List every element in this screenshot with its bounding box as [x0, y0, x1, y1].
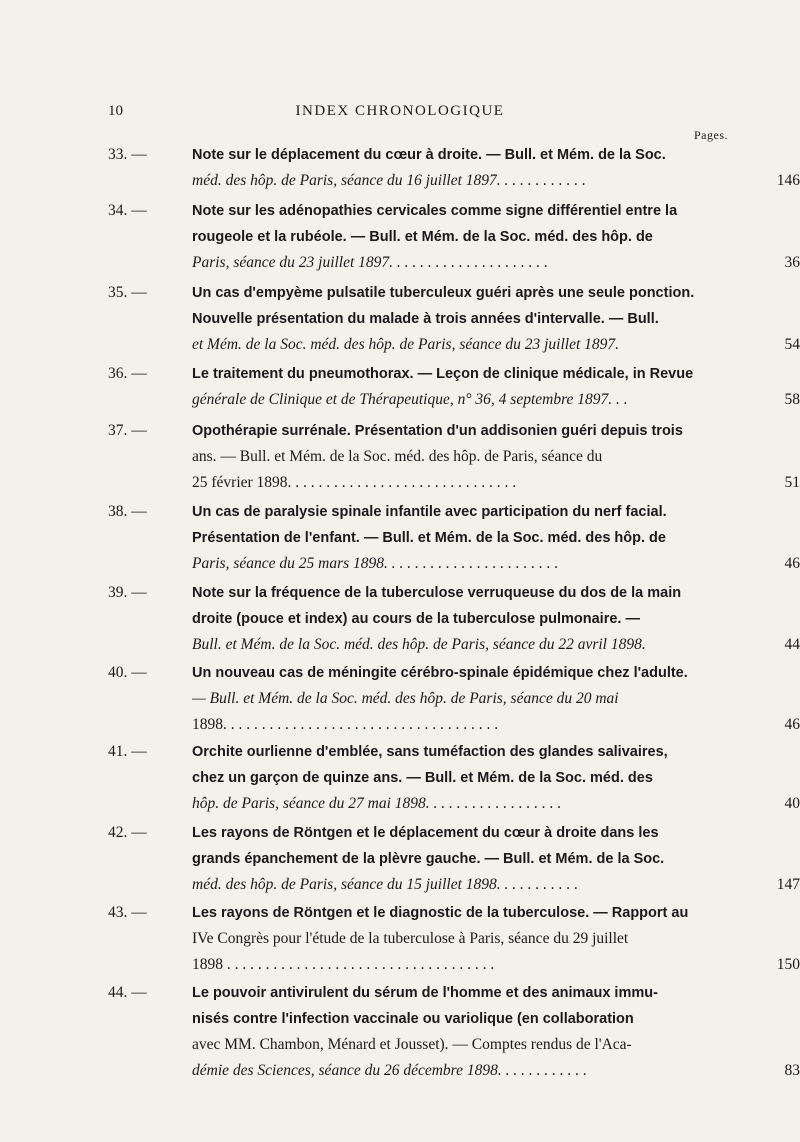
entry-body [192, 361, 800, 413]
pages-column-label: Pages. [694, 128, 728, 142]
page-header [0, 103, 800, 127]
entry-line: avec MM. Chambon, Ménard et Jousset). — Comptes rendus de l'Aca- [192, 1036, 632, 1053]
index-entry [108, 418, 800, 496]
entry-page-ref: 147 [776, 876, 800, 893]
entry-body [192, 580, 800, 658]
entry-line: Orchite ourlienne d'emblée, sans tuméfaction des glandes salivaires, [192, 744, 668, 760]
entry-page-ref: 54 [784, 336, 800, 353]
entry-line: et Mém. de la Soc. méd. des hôp. de Paris, séance du 23 juillet 1897. [192, 336, 620, 353]
entry-page-ref: 36 [784, 254, 800, 271]
entry-number: 37. — [108, 422, 147, 439]
entry-line: Opothérapie surrénale. Présentation d'un addisonien guéri depuis trois [192, 423, 683, 439]
entry-number: 36. — [108, 365, 147, 382]
entry-body [192, 739, 800, 817]
entry-number: 33. — [108, 146, 147, 163]
entry-line: méd. des hôp. de Paris, séance du 16 juillet 1897. . . . . . . . . . . . [192, 172, 586, 189]
entry-line: Un cas de paralysie spinale infantile avec participation du nerf facial. [192, 504, 667, 520]
running-title: INDEX CHRONOLOGIQUE [295, 103, 505, 119]
entry-line: 1898 . . . . . . . . . . . . . . . . . . . . . . . . . . . . . . . . . . . [192, 956, 495, 973]
index-entry [108, 499, 800, 577]
entry-body [192, 499, 800, 577]
entry-line: Le traitement du pneumothorax. — Leçon de clinique médicale, in Revue [192, 366, 694, 382]
entry-body [192, 418, 800, 496]
entry-page-ref: 83 [784, 1062, 800, 1079]
entry-page-ref: 46 [784, 555, 800, 572]
entry-line: Un nouveau cas de méningite cérébro-spinale épidémique chez l'adulte. [192, 665, 688, 681]
entry-line: Bull. et Mém. de la Soc. méd. des hôp. de Paris, séance du 22 avril 1898. [192, 636, 646, 653]
entry-line: 1898. . . . . . . . . . . . . . . . . . . . . . . . . . . . . . . . . . . . [192, 716, 499, 733]
entry-body [192, 142, 800, 194]
entry-line: 25 février 1898. . . . . . . . . . . . . . . . . . . . . . . . . . . . . . [192, 474, 517, 491]
entry-page-ref: 44 [784, 636, 800, 653]
entry-number: 38. — [108, 503, 147, 520]
entry-page-ref: 146 [776, 172, 800, 189]
entry-line: hôp. de Paris, séance du 27 mai 1898. . . . . . . . . . . . . . . . . . [192, 795, 562, 812]
entry-line: chez un garçon de quinze ans. — Bull. et Mém. de la Soc. méd. des [192, 770, 653, 786]
entry-line: Paris, séance du 23 juillet 1897. . . . . . . . . . . . . . . . . . . . . [192, 254, 549, 271]
entry-body [192, 820, 800, 898]
entry-number: 44. — [108, 984, 147, 1001]
entry-line: Présentation de l'enfant. — Bull. et Mém. de la Soc. méd. des hôp. de [192, 530, 666, 546]
entry-line: — Bull. et Mém. de la Soc. méd. des hôp. de Paris, séance du 20 mai [192, 690, 619, 707]
entry-line: Le pouvoir antivirulent du sérum de l'homme et des animaux immu- [192, 985, 658, 1001]
entry-line: Note sur le déplacement du cœur à droite. — Bull. et Mém. de la Soc. [192, 147, 666, 163]
entry-line: ans. — Bull. et Mém. de la Soc. méd. des hôp. de Paris, séance du [192, 448, 603, 465]
index-entry [108, 660, 800, 738]
entry-line: Nouvelle présentation du malade à trois années d'intervalle. — Bull. [192, 311, 659, 327]
index-entry [108, 980, 800, 1084]
entry-line: Un cas d'empyème pulsatile tuberculeux guéri après une seule ponction. [192, 285, 695, 301]
entry-body [192, 900, 800, 978]
entry-number: 43. — [108, 904, 147, 921]
index-entry [108, 820, 800, 898]
entry-page-ref: 40 [784, 795, 800, 812]
entry-body [192, 198, 800, 276]
entry-line: démie des Sciences, séance du 26 décembre 1898. . . . . . . . . . . . [192, 1062, 587, 1079]
entry-line: Les rayons de Röntgen et le déplacement du cœur à droite dans les [192, 825, 659, 841]
entry-number: 40. — [108, 664, 147, 681]
entry-line: Paris, séance du 25 mars 1898. . . . . . . . . . . . . . . . . . . . . . . [192, 555, 559, 572]
entry-line: méd. des hôp. de Paris, séance du 15 juillet 1898. . . . . . . . . . . [192, 876, 579, 893]
page-number: 10 [108, 103, 123, 119]
entry-body [192, 660, 800, 738]
index-entry [108, 580, 800, 658]
index-entry [108, 739, 800, 817]
entry-number: 35. — [108, 284, 147, 301]
entry-page-ref: 46 [784, 716, 800, 733]
entry-number: 42. — [108, 824, 147, 841]
entry-line: grands épanchement de la plèvre gauche. — Bull. et Mém. de la Soc. [192, 851, 665, 867]
entry-page-ref: 51 [784, 474, 800, 491]
entry-line: générale de Clinique et de Thérapeutique, n° 36, 4 septembre 1897. . . [192, 391, 628, 408]
index-entry [108, 142, 800, 194]
entry-number: 39. — [108, 584, 147, 601]
entry-line: droite (pouce et index) au cours de la tuberculose pulmonaire. — [192, 611, 640, 627]
entry-line: nisés contre l'infection vaccinale ou variolique (en collaboration [192, 1011, 634, 1027]
entry-line: rougeole et la rubéole. — Bull. et Mém. de la Soc. méd. des hôp. de [192, 229, 653, 245]
entry-body [192, 980, 800, 1084]
entry-line: Note sur la fréquence de la tuberculose verruqueuse du dos de la main [192, 585, 682, 601]
entry-page-ref: 150 [776, 956, 800, 973]
index-entry [108, 280, 800, 358]
entry-body [192, 280, 800, 358]
entry-line: IVe Congrès pour l'étude de la tuberculose à Paris, séance du 29 juillet [192, 930, 629, 947]
entry-number: 41. — [108, 743, 147, 760]
index-entry [108, 198, 800, 276]
index-entry [108, 361, 800, 413]
entry-page-ref: 58 [784, 391, 800, 408]
entry-number: 34. — [108, 202, 147, 219]
entry-line: Les rayons de Röntgen et le diagnostic de la tuberculose. — Rapport au [192, 905, 689, 921]
entry-line: Note sur les adénopathies cervicales comme signe différentiel entre la [192, 203, 678, 219]
index-entry [108, 900, 800, 978]
